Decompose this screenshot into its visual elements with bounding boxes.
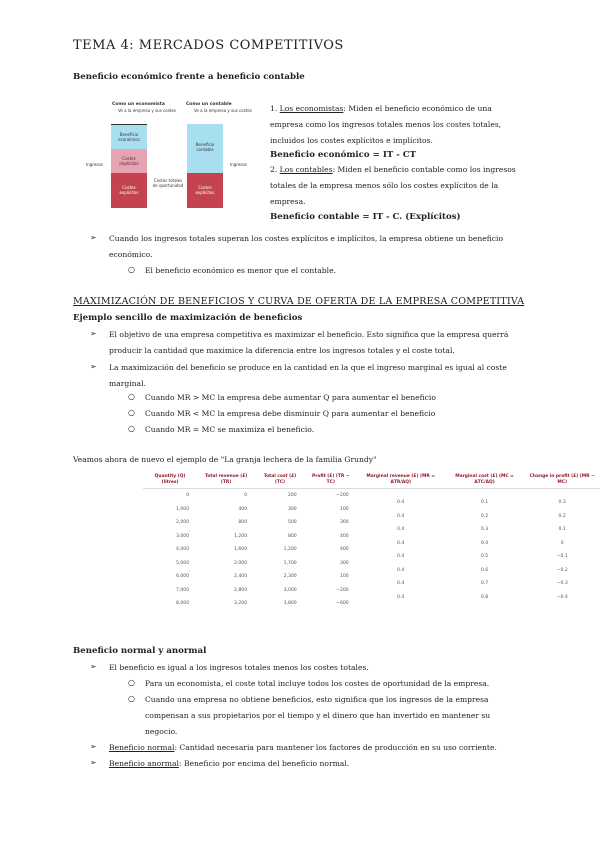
marginal-cell: 0.4 — [397, 513, 405, 519]
marginal-cell: 0.6 — [480, 567, 489, 573]
table-header: Total cost (£) (TC) — [255, 474, 305, 489]
accounting-profit-bar: Beneficio contable — [187, 124, 223, 173]
table-cell: 100 — [339, 506, 349, 512]
table-cell: 0 — [244, 493, 248, 499]
table-cell: 1,700 — [283, 560, 297, 566]
marginal-cell: 0.1 — [558, 527, 566, 533]
table-cell: 300 — [287, 506, 297, 512]
table-cell: 1,200 — [233, 533, 248, 539]
marginal-cell: −0.3 — [556, 581, 568, 587]
subheading: Ejemplo sencillo de maximización de beneficios — [73, 313, 303, 323]
table-cell: 2,000 — [175, 520, 190, 526]
table-cell: 0 — [186, 493, 190, 499]
marginal-cell: 0.1 — [480, 500, 489, 506]
table-cell: 3,000 — [283, 587, 297, 593]
table-cell: 7,000 — [175, 587, 190, 593]
implicit-costs-bar: Costes implícitos — [111, 149, 147, 173]
marginal-cell: 0.5 — [480, 554, 489, 560]
table-cell: 100 — [339, 574, 349, 580]
table-row — [143, 584, 600, 598]
table-cell: 300 — [339, 560, 349, 566]
explicit-costs-bar: Costes explícitos — [187, 173, 223, 208]
table-header: Quantity (Q) (litres) — [143, 474, 197, 489]
table-cell: 2,800 — [233, 587, 248, 593]
explicit-costs-bar: Costes explícitos — [111, 173, 147, 208]
diagram-label: Ingresos — [230, 162, 247, 167]
table-cell: 3,000 — [175, 533, 190, 539]
table-cell: 400 — [339, 547, 349, 553]
marginal-cell: −0.2 — [556, 567, 568, 573]
diagram-label: Costes totales de oportunidad — [152, 178, 184, 188]
marginal-cell: 0.4 — [397, 567, 405, 573]
table-cell: 1,600 — [233, 547, 248, 553]
table-row — [143, 503, 600, 517]
page-title: TEMA 4: MERCADOS COMPETITIVOS — [73, 38, 344, 53]
marginal-cell: 0.2 — [480, 513, 489, 519]
table-cell: −600 — [336, 601, 349, 607]
table-cell: 400 — [238, 506, 248, 512]
document-page: TEMA 4: MERCADOS COMPETITIVOS Beneficio económico frente a beneficio contable Como un economista Ve a la empresa y sus costes Como un contable Ve a la empresa y sus costes Beneficio económico Costes implícitos Costes explícitos Costes totales de oportunidad Ingresos Beneficio contable Costes explícitos Ingresos 1. Los economistas: Miden el beneficio económico de una empresa como los ingresos totales menos los costes totales, incluidos los costes explícitos e implícitos. Beneficio económico = IT - CT 2. Los contables: Miden el beneficio contable como los ingresos totales de la empresa menos sólo los costes explícitos de la empresa. Beneficio contable = IT - C. (Explícitos) ➢ Cuando los ingresos totales superan los costes explícitos e implícitos, la empresa obtiene un beneficio económico. ○ El beneficio económico es menor que el contable. MAXIMIZACIÓN DE BENEFICIOS Y CURVA DE OFERTA DE LA EMPRESA COMPETITIVA Ejemplo sencillo de maximización de beneficios ➢ El objetivo de una empresa competitiva es maximizar el beneficio. Esto significa que la empresa querrá producir la cantidad que maximice la diferencia entre los ingresos totales y el coste total. ➢ La maximización del beneficio se produce en la cantidad en la que el ingreso marginal es igual al coste marginal. ○ Cuando MR > MC la empresa debe aumentar Q para aumentar el beneficio ○ Cuando MR < MC la empresa debe disminuir Q para aumentar el beneficio ○ Cuando MR = MC se maximiza el beneficio. Veamos ahora de nuevo el ejemplo de "La granja lechera de la familia Grundy" Quantity (Q) (litres) Total revenue (£) (TR) Total cost (£) (TC) Profit (£) (TR − TC) Marginal revenue (£) (MR = ΔTR/ΔQ) Marginal cost (£) (MC = ΔTC/ΔQ) Change in profit (£) (MR − MC) 0 0 200 −200 0.4 0.1 0.3 1,000 400 300 100 0.4 0.2 0.2 2,000 800 500 300 0.4 0.3 0.1 3,000 1,200 800 400 0.4 0.4 0 4,000 1,600 1,200 400 0.4 0.5 −0.1 5,000 2,000 1,700 300 0.4 0.6 −0.2 6,000 2,400 2,300 100 0.4 0.7 −0.3 7,000 2,800 3,000 −200 0.4 0.8 −0.4 8,000 3,200 3,800 −600 Beneficio normal y anormal ➢ El beneficio es igual a los ingresos totales menos los costes totales. ○ Para un economista, el coste total incluye todos los costes de oportunidad de la empresa. ○ Cuando una empresa no obtiene beneficios, esto significa que los ingresos de la empresa compensan a sus propietarios por el tiempo y el dinero que han invertido en mantener su negocio. ➢ Beneficio normal: Cantidad necesaria para mantener los factores de producción en su uso corriente. ➢ Beneficio anormal: Beneficio por encima del beneficio normal. — [0, 0, 600, 848]
marginal-cell: 0.4 — [397, 554, 405, 560]
table-cell: 6,000 — [175, 574, 190, 580]
table-row — [143, 516, 600, 530]
table-row — [143, 570, 600, 584]
table-header: Marginal revenue (£) (MR = ΔTR/ΔQ) — [357, 474, 445, 489]
diagram-label: Ingresos — [86, 162, 103, 167]
marginal-cell: 0 — [560, 540, 564, 546]
table-cell: 3,200 — [233, 601, 248, 607]
table-cell: 3,800 — [283, 601, 297, 607]
table-cell: 400 — [339, 533, 349, 539]
diagram-label: Como un contable — [186, 102, 232, 107]
table-cell: 1,000 — [175, 506, 190, 512]
table-cell: 2,000 — [233, 560, 248, 566]
table-cell: 1,200 — [283, 547, 297, 553]
marginal-cell: 0.4 — [397, 581, 405, 587]
grundy-farm-table — [143, 474, 600, 611]
marginal-cell: 0.4 — [397, 527, 405, 533]
table-cell: 300 — [339, 520, 349, 526]
marginal-cell: 0.3 — [558, 500, 566, 506]
section-heading: MAXIMIZACIÓN DE BENEFICIOS Y CURVA DE OFERTA DE LA EMPRESA COMPETITIVA — [73, 296, 525, 307]
table-cell: 8,000 — [175, 601, 190, 607]
table-header: Marginal cost (£) (MC = ΔTC/ΔQ) — [445, 474, 525, 489]
table-cell: 200 — [287, 493, 297, 499]
diagram-label: Ve a la empresa y sus costes — [194, 108, 252, 113]
table-row — [143, 597, 600, 611]
table-row — [143, 543, 600, 557]
table-cell: −200 — [336, 493, 349, 499]
table-cell: 2,300 — [283, 574, 297, 580]
table-header: Profit (£) (TR − TC) — [305, 474, 357, 489]
table-cell: 800 — [287, 533, 297, 539]
table-row — [143, 557, 600, 571]
marginal-cell: 0.4 — [397, 540, 405, 546]
table-header: Change in profit (£) (MR − MC) — [524, 474, 600, 489]
table-header: Total revenue (£) (TR) — [197, 474, 255, 489]
marginal-cell: −0.4 — [556, 594, 568, 600]
marginal-cell: 0.7 — [480, 581, 489, 587]
marginal-cell: 0.3 — [480, 527, 489, 533]
table-cell: 4,000 — [175, 547, 190, 553]
section-heading: Beneficio normal y anormal — [73, 646, 207, 656]
table-row — [143, 530, 600, 544]
section-heading: Beneficio económico frente a beneficio contable — [73, 72, 305, 82]
marginal-cell: 0.4 — [480, 540, 489, 546]
diagram-label: Ve a la empresa y sus costes — [118, 108, 176, 113]
table-cell: −200 — [336, 587, 349, 593]
marginal-cell: 0.2 — [558, 513, 566, 519]
marginal-cell: 0.4 — [397, 594, 405, 600]
table-cell: 800 — [238, 520, 248, 526]
table-row — [143, 489, 600, 503]
table-cell: 5,000 — [175, 560, 190, 566]
marginal-cell: 0.4 — [397, 500, 405, 506]
profit-diagram — [86, 102, 270, 214]
economic-profit-bar: Beneficio económico — [111, 124, 147, 150]
marginal-cell: 0.8 — [480, 594, 489, 600]
diagram-label: Como un economista — [112, 102, 165, 107]
table-cell: 2,400 — [233, 574, 248, 580]
table-cell: 500 — [287, 520, 297, 526]
marginal-cell: −0.1 — [556, 554, 568, 560]
